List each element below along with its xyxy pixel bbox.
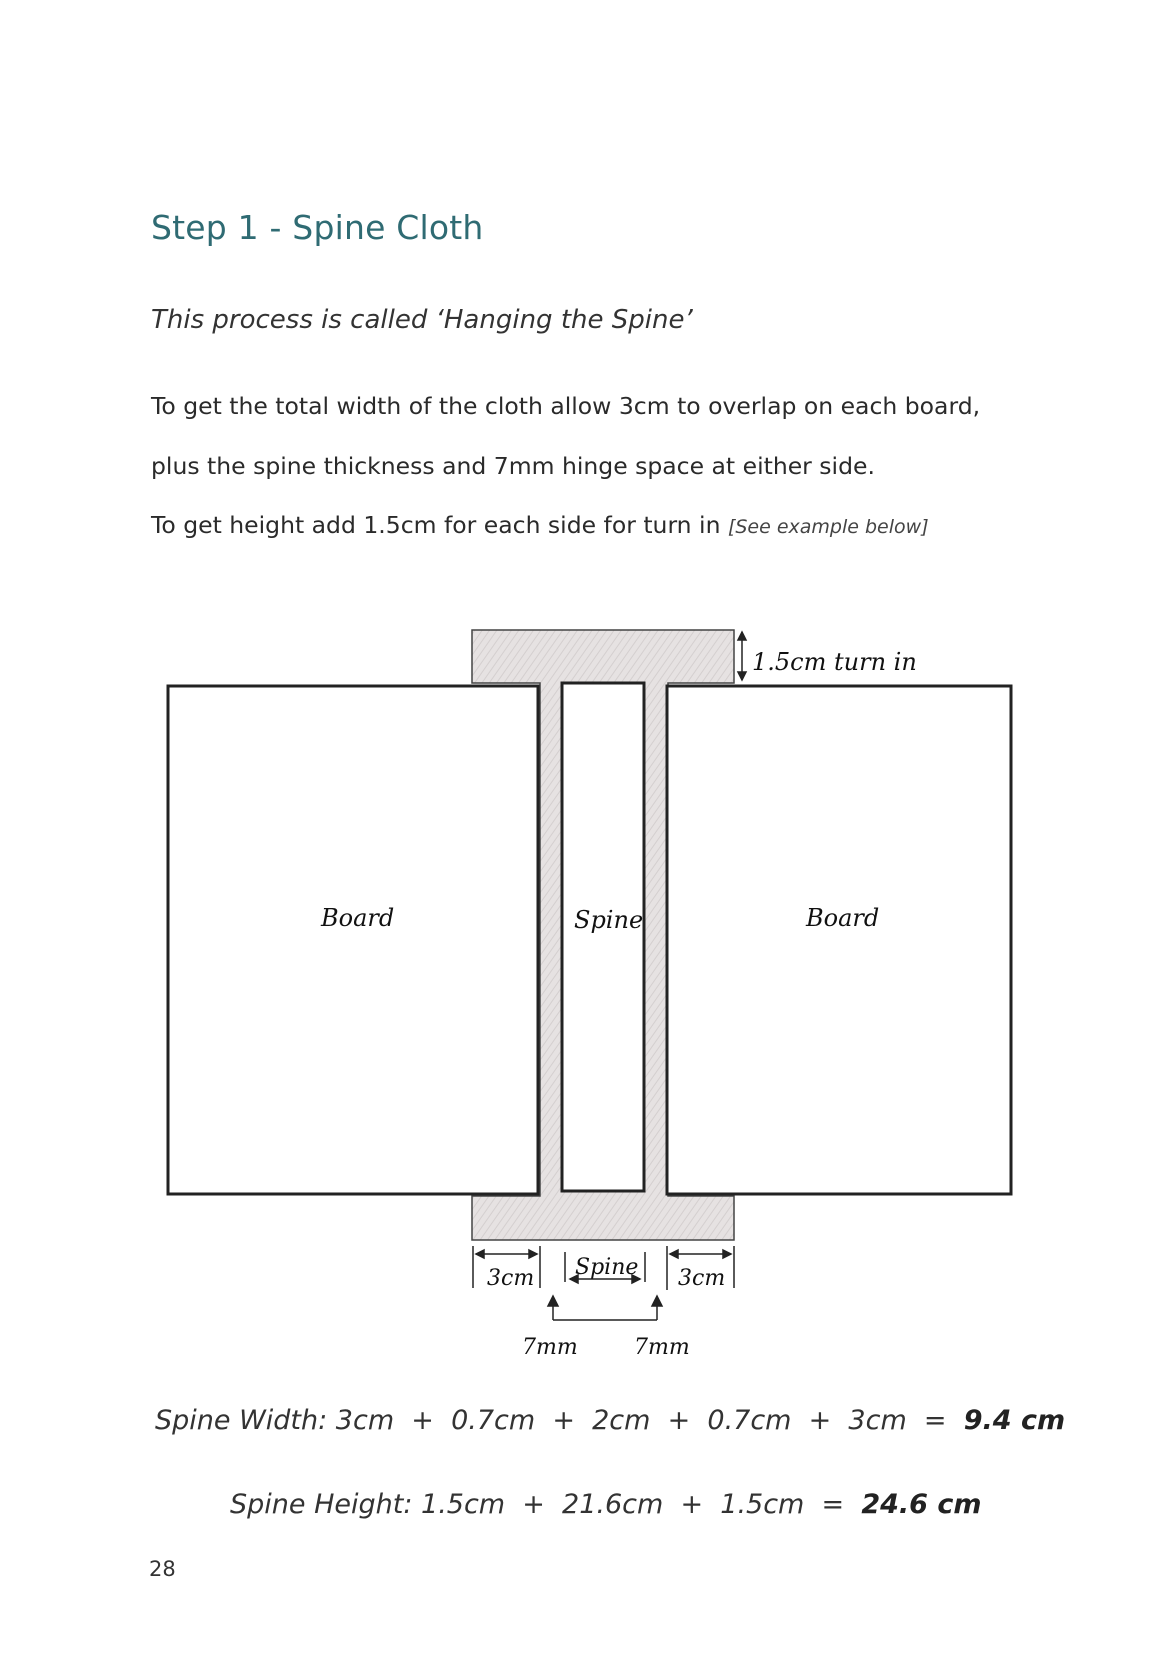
right-board-label: Board	[806, 904, 880, 932]
turn-in-arrow	[738, 632, 746, 680]
spine-width-label: Spine	[575, 1255, 639, 1280]
page-number: 28	[149, 1557, 176, 1581]
section-subtitle: This process is called ‘Hanging the Spine’	[151, 305, 693, 335]
left-board-label: Board	[321, 904, 395, 932]
left-overlap-label: 3cm	[487, 1266, 535, 1291]
instruction-line-2: plus the spine thickness and 7mm hinge space at either side.	[151, 452, 875, 480]
spine-label: Spine	[574, 906, 644, 934]
instruction-line-3-text: To get height add 1.5cm for each side for turn in	[151, 511, 728, 539]
spine-height-result: 24.6 cm	[861, 1489, 982, 1520]
section-heading: Step 1 - Spine Cloth	[151, 208, 484, 247]
spine-width-result: 9.4 cm	[963, 1405, 1066, 1436]
turn-in-label: 1.5cm turn in	[752, 648, 917, 676]
right-overlap-label: 3cm	[678, 1266, 726, 1291]
spine-height-expression: Spine Height: 1.5cm + 21.6cm + 1.5cm =	[230, 1489, 862, 1520]
left-board	[168, 686, 538, 1194]
right-hinge-label: 7mm	[634, 1335, 690, 1360]
right-board	[667, 686, 1011, 1194]
left-hinge-label: 7mm	[522, 1335, 578, 1360]
spine-board	[562, 683, 644, 1191]
instruction-line-1: To get the total width of the cloth allow 3cm to overlap on each board,	[151, 392, 981, 420]
spine-width-formula	[155, 1405, 1065, 1436]
spine-width-expression: Spine Width: 3cm + 0.7cm + 2cm + 0.7cm + 3cm =	[155, 1405, 964, 1436]
spine-height-formula	[230, 1489, 981, 1520]
example-note: [See example below]	[727, 516, 929, 538]
